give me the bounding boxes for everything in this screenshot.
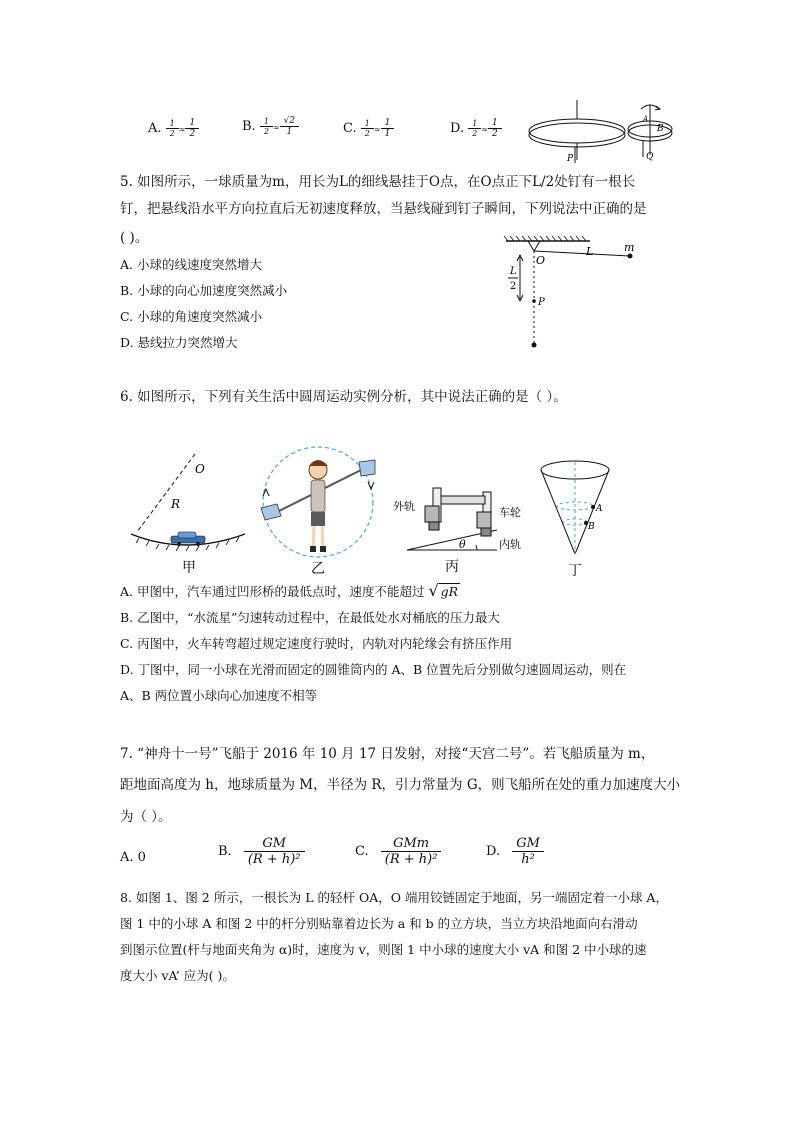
q4-option-c: C. $\frac{1}{2}$ ≈ $\frac{1}{1}$ [343, 118, 394, 139]
q6-label-outer-rail: 外轨 [393, 500, 415, 513]
q6-label-jia: 甲 [182, 560, 196, 576]
q6-option-d-line1: D. 丁图中，同一小球在光滑而固定的圆锥筒内的 A、B 位置先后分别做匀速圆周运动，则在 [120, 662, 627, 677]
q5-stem-line1: 5. 如图所示，一球质量为m，用长为L的细线悬挂于O点，在O点正下L/2处钉有一根长 [120, 174, 636, 190]
q4-c-frac2: $\frac{1}{1}$ [381, 118, 395, 139]
q4-label-b: B [657, 124, 664, 134]
q4-option-d: D. $\frac{1}{2}$ ≈ $\frac{1}{2}$ [450, 118, 502, 139]
q6-option-a-root: gR [440, 584, 459, 599]
q4-b-frac2: $\frac{√2}{1}$ [280, 116, 299, 137]
q7-stem-line1: 7. “神舟十一号”飞船于 2016 年 10 月 17 日发射，对接“天宫二号”。若飞船质量为 m， [120, 746, 655, 762]
q6-option-d-line2: A、B 两位置小球向心加速度不相等 [120, 688, 318, 703]
q4-label-q: Q [646, 152, 654, 162]
q6-fig-jia [131, 454, 245, 576]
q4-label-p: P [567, 154, 574, 164]
q7-stem-line2: 距地面高度为 h，地球质量为 M，半径为 R，引力常量为 G，则飞船所在处的重力加速度大小 [120, 777, 681, 793]
q7-option-b-frac: $\frac{GM}{\text{(R + h)²}}$ [244, 836, 305, 867]
q8-stem-line3: 到图示位置(杆与地面夹角为 α)时，速度为 v，则图 1 中小球的速度大小 vA 和图 2 中小球的速 [120, 942, 647, 957]
q6-option-b: B. 乙图中，“水流星”匀速转动过程中，在最低处水对桶底的压力最大 [120, 610, 500, 625]
q6-label-a: A [596, 504, 603, 514]
q4-c-frac1: $\frac{1}{2}$ [361, 119, 374, 138]
q5-label-half-num: L [510, 266, 517, 277]
q5-stem-line2: 钉，把悬线沿水平方向拉直后无初速度释放，当悬线碰到钉子瞬间，下列说法中正确的是 [120, 201, 647, 217]
q6-label-wheel: 车轮 [499, 506, 521, 519]
q6-fig-ding [541, 461, 609, 579]
q8-stem-line2: 图 1 中的小球 A 和图 2 中的杆分别贴靠着边长为 a 和 b 的立方块，当立方块沿地面向右滑动 [120, 916, 638, 931]
q4-option-a: A. $\frac{1}{2}$ ≈ $\frac{1}{2}$ [148, 118, 199, 139]
q6-label-r: R [171, 497, 181, 511]
q7-option-c: C. $\frac{\text{GMm}}{\text{(R + h)²}}$ [355, 836, 441, 867]
q7-option-b: B. $\frac{GM}{\text{(R + h)²}}$ [218, 836, 305, 867]
q5-pendulum-figure [500, 235, 670, 355]
q5-label-p: P [538, 297, 545, 308]
q7-option-a: A. 0 [120, 850, 146, 865]
q5-option-b: B. 小球的向心加速度突然减小 [120, 283, 288, 298]
q8-stem-line4: 度大小 vA’ 应为( )。 [120, 968, 235, 983]
q7-option-d: D. $\frac{GM}{\text{h²}}$ [486, 836, 544, 867]
q5-option-c: C. 小球的角速度突然减小 [120, 309, 263, 324]
q4-option-b: B. $\frac{1}{2}$ ≈ $\frac{√2}{1}$ [242, 116, 299, 137]
q6-option-c: C. 丙图中，火车转弯超过规定速度行驶时，内轨对内轮缘会有挤压作用 [120, 636, 513, 651]
q7-option-c-frac: $\frac{\text{GMm}}{\text{(R + h)²}}$ [381, 836, 442, 867]
q6-label-b: B [588, 522, 595, 532]
q4-discs-figure [525, 95, 675, 167]
q5-label-m: m [624, 241, 635, 254]
q6-label-yi: 乙 [311, 561, 325, 577]
q5-stem-line3: ( )。 [120, 230, 149, 246]
q6-fig-bing [393, 488, 521, 575]
q4-a-frac1: $\frac{1}{2}$ [166, 119, 179, 138]
q4-d-frac1: $\frac{1}{2}$ [468, 119, 481, 138]
q7-option-d-frac: $\frac{GM}{\text{h²}}$ [512, 836, 544, 867]
q5-label-half-den: 2 [510, 281, 517, 292]
q6-option-a: A. 甲图中，汽车通过凹形桥的最低点时，速度不能超过 √ gR [120, 581, 459, 600]
q4-d-frac2: $\frac{1}{2}$ [488, 118, 502, 139]
q6-figures [125, 440, 615, 580]
q8-stem-line1: 8. 如图 1、图 2 所示，一根长为 L 的轻杆 OA，O 端用铰链固定于地面，另一端固定着一小球 A， [120, 890, 668, 905]
q6-label-inner-rail: 内轨 [499, 538, 521, 551]
q7-stem-line3: 为（ ）。 [120, 809, 172, 825]
q6-label-ding: 丁 [568, 563, 582, 579]
q6-fig-yi [261, 447, 375, 577]
q5-label-o: O [536, 254, 546, 267]
q6-stem: 6. 如图所示，下列有关生活中圆周运动实例分析，其中说法正确的是（ ）。 [120, 389, 567, 405]
q5-option-a: A. 小球的线速度突然增大 [120, 257, 262, 272]
q5-label-l: L [586, 245, 594, 258]
q6-label-theta: θ [459, 538, 466, 551]
q6-label-o: O [195, 462, 205, 476]
q4-a-frac2: $\frac{1}{2}$ [185, 118, 199, 139]
q5-option-d: D. 悬线拉力突然增大 [120, 335, 238, 350]
q6-label-bing: 丙 [445, 559, 459, 575]
q4-b-frac1: $\frac{1}{2}$ [260, 117, 273, 136]
sqrt-symbol: √ [428, 581, 439, 600]
q4-label-a: A [643, 115, 649, 123]
